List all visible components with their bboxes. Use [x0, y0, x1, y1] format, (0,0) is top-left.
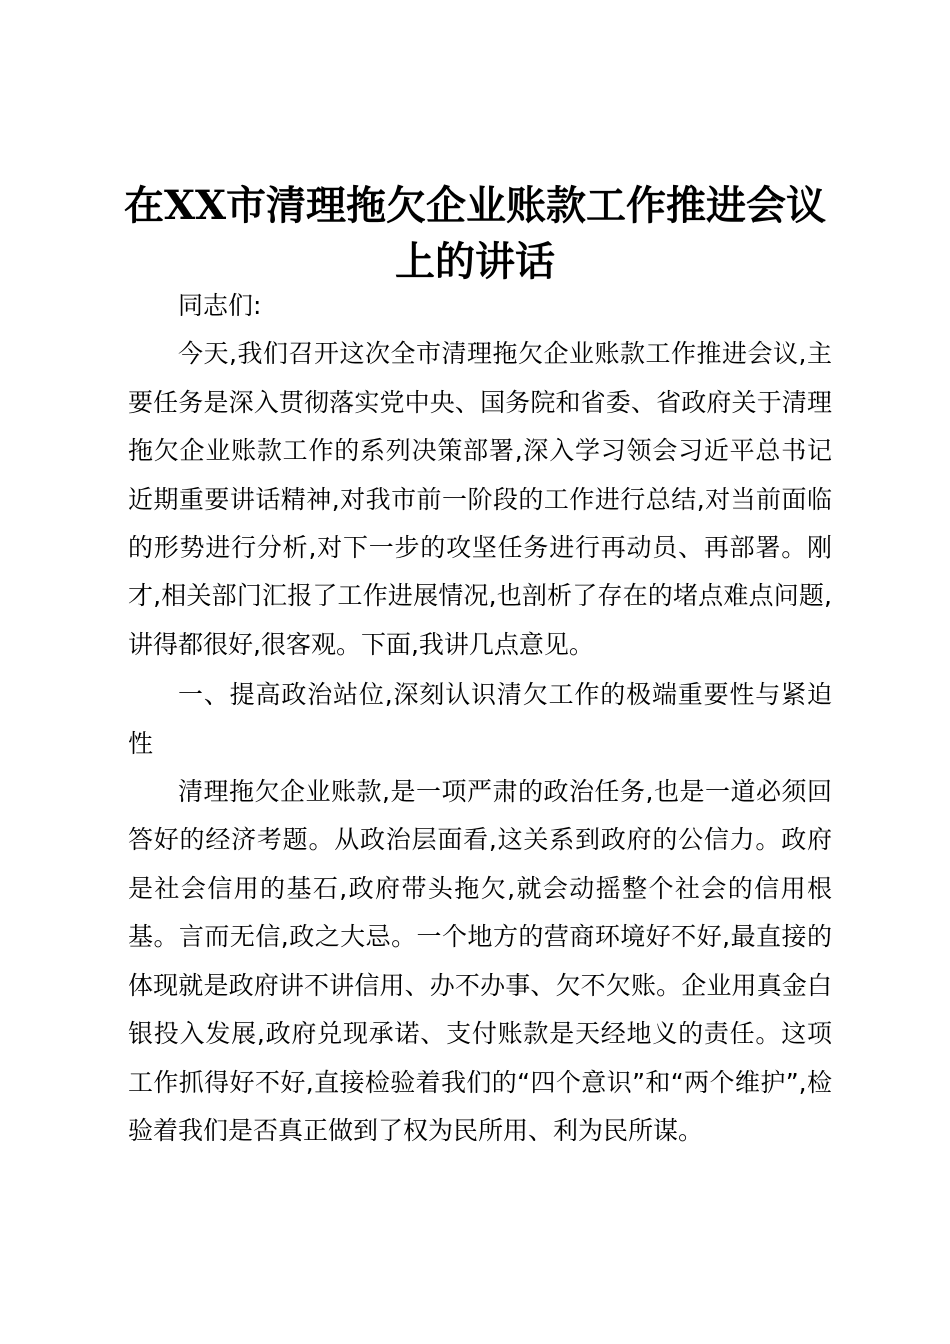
- body-paragraph: 今天,我们召开这次全市清理拖欠企业账款工作推进会议,主要任务是深入贯彻落实党中央、国务院和省委、省政府关于清理拖欠企业账款工作的系列决策部署,深入学习领会习近平总书记近期重要讲话精神,对我市前一阶段的工作进行总结,对当前面临的形势进行分析,对下一步的攻坚任务进行再动员、再部署。刚才,相关部门汇报了工作进展情况,也剖析了存在的堵点难点问题,讲得都很好,很客观。下面,我讲几点意见。: [128, 339, 832, 659]
- document-body: [128, 282, 832, 1155]
- section-paragraph: 清理拖欠企业账款,是一项严肃的政治任务,也是一道必须回答好的经济考题。从政治层面看,这关系到政府的公信力。政府是社会信用的基石,政府带头拖欠,就会动摇整个社会的信用根基。言而无信,政之大忌。一个地方的营商环境好不好,最直接的体现就是政府讲不讲信用、办不办事、欠不欠账。企业用真金白银投入发展,政府兑现承诺、支付账款是天经地义的责任。这项工作抓得好不好,直接检验着我们的“四个意识”和“两个维护”,检验着我们是否真正做到了权为民所用、利为民所谋。: [128, 777, 832, 1145]
- salutation: 同志们:: [178, 291, 262, 320]
- section-heading: 一、提高政治站位,深刻认识清欠工作的极端重要性与紧迫性: [128, 680, 832, 758]
- document-title: 在XX市清理拖欠企业账款工作推进会议上的讲话: [123, 182, 827, 285]
